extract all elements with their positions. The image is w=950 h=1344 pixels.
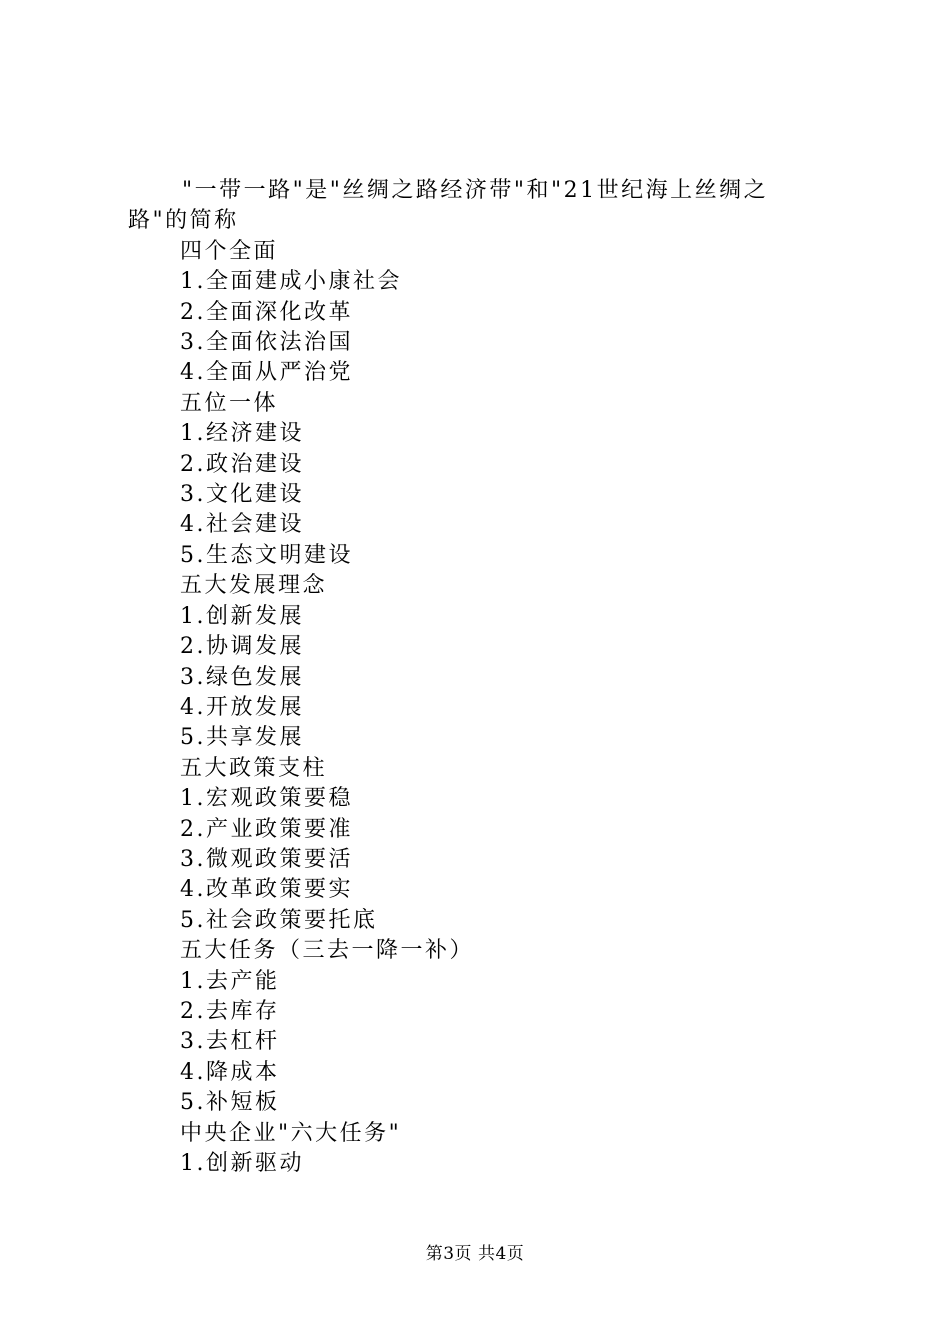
- text-line: 四个全面: [180, 238, 279, 264]
- document-body: [128, 176, 828, 1179]
- text-line: 3.微观政策要活: [180, 846, 353, 872]
- text-line: 1.宏观政策要稳: [180, 786, 353, 812]
- text-line: 3.绿色发展: [180, 664, 304, 690]
- text-line: 3.去杠杆: [180, 1029, 280, 1055]
- text-line: 2.政治建设: [180, 451, 304, 477]
- text-line: 4.全面从严治党: [180, 360, 353, 386]
- text-line: 五大任务（三去一降一补）: [180, 938, 475, 964]
- page-footer: 第3页 共4页: [425, 1244, 525, 1264]
- text-line: 5.共享发展: [180, 725, 304, 751]
- text-line: 2.产业政策要准: [180, 816, 353, 842]
- text-line: 3.全面依法治国: [180, 330, 353, 356]
- text-line: 1.创新驱动: [180, 1151, 304, 1176]
- text-line: 五位一体: [180, 390, 279, 416]
- text-line: 3.文化建设: [180, 482, 304, 508]
- text-line: 1.经济建设: [180, 421, 304, 447]
- text-line: 4.开放发展: [180, 694, 304, 720]
- text-line: 5.补短板: [180, 1090, 280, 1116]
- text-line: 1.全面建成小康社会: [180, 269, 402, 295]
- text-line: 2.全面深化改革: [180, 299, 353, 325]
- text-line: 4.降成本: [180, 1059, 280, 1085]
- text-line: 1.去产能: [180, 968, 280, 994]
- intro-paragraph: "一带一路"是"丝绸之路经济带"和"21世纪海上丝绸之路"的简称: [128, 178, 769, 234]
- text-line: 五大政策支柱: [180, 755, 328, 781]
- text-line: 4.改革政策要实: [180, 877, 353, 903]
- text-line: 5.社会政策要托底: [180, 907, 378, 933]
- text-line: 4.社会建设: [180, 512, 304, 538]
- text-lines: [128, 237, 828, 1180]
- text-line: 1.创新发展: [180, 603, 304, 629]
- text-line: 2.去库存: [180, 998, 280, 1024]
- text-line: 5.生态文明建设: [180, 542, 353, 568]
- text-line: 中央企业"六大任务": [180, 1120, 402, 1146]
- text-line: 2.协调发展: [180, 634, 304, 660]
- text-line: 五大发展理念: [180, 573, 328, 599]
